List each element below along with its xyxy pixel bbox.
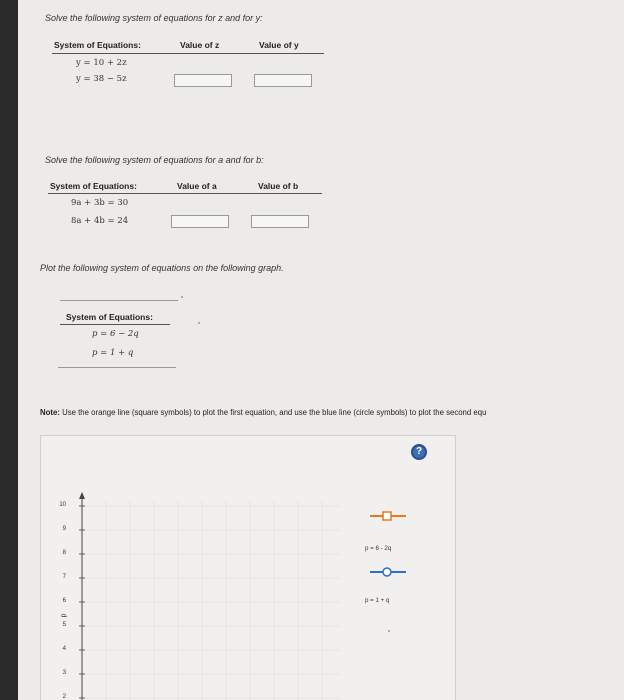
stray-mark [181,296,183,298]
q2-header-rule [48,193,322,194]
q3-header-system: System of Equations: [66,312,153,322]
stray-mark-3 [388,630,390,632]
legend-orange-square-tool[interactable] [368,510,408,522]
q1-equation-1: y = 10 + 2z [76,58,127,68]
q1-value-y-input[interactable] [254,74,312,87]
q3-bottom-rule [58,367,176,368]
stray-mark-2 [198,322,200,324]
legend-label-1: p = 6 - 2q [365,545,392,552]
q2-header-system: System of Equations: [50,181,137,191]
q2-equation-2: 8a + 4b = 24 [71,216,129,226]
q2-value-b-input[interactable] [251,215,309,228]
y-tick-label: 4 [62,646,66,652]
q1-equation-2: y = 38 − 5z [76,74,127,84]
worksheet [18,0,624,700]
q1-value-z-input[interactable] [174,74,232,87]
graph-grid [79,500,340,700]
q1-header-value-z: Value of z [180,40,220,50]
y-tick-label: 8 [62,550,66,556]
legend-label-2: p = 1 + q [365,597,390,604]
y-tick-label: 7 [62,574,66,580]
y-tick-label: 9 [62,526,66,532]
q3-prompt: Plot the following system of equations on the following graph. [40,263,284,273]
q1-header-rule [52,53,324,54]
y-tick-label: 6 [62,598,66,604]
help-icon[interactable]: ? [411,444,427,460]
q2-prompt: Solve the following system of equations for a and for b: [45,155,264,165]
q3-header-rule [60,324,170,325]
q2-value-a-input[interactable] [171,215,229,228]
graph-note [40,408,486,417]
q1-prompt: Solve the following system of equations for z and for y: [45,13,263,23]
y-tick-label: 10 [59,502,66,508]
y-axis-label: p [60,613,68,618]
q3-top-rule [60,300,178,301]
q3-equation-1: p = 6 − 2q [92,329,139,339]
note-text: Use the orange line (square symbols) to plot the first equation, and use the blue line (circle symbols) to plot the second equ [59,408,487,417]
q2-header-value-b: Value of b [258,181,299,191]
square-icon [383,512,391,520]
q3-equation-2: p = 1 + q [92,348,134,358]
circle-icon [383,568,391,576]
q1-header-system: System of Equations: [54,40,141,50]
q2-equation-1: 9a + 3b = 30 [71,198,129,208]
legend-blue-circle-tool[interactable] [368,566,408,578]
y-tick-label: 2 [62,694,66,700]
note-label: Note: [40,408,60,417]
q1-header-value-y: Value of y [259,40,299,50]
q2-header-value-a: Value of a [177,181,217,191]
y-axis-arrow-icon [79,492,85,499]
y-tick-label: 5 [62,622,66,628]
y-tick-label: 3 [62,670,66,676]
